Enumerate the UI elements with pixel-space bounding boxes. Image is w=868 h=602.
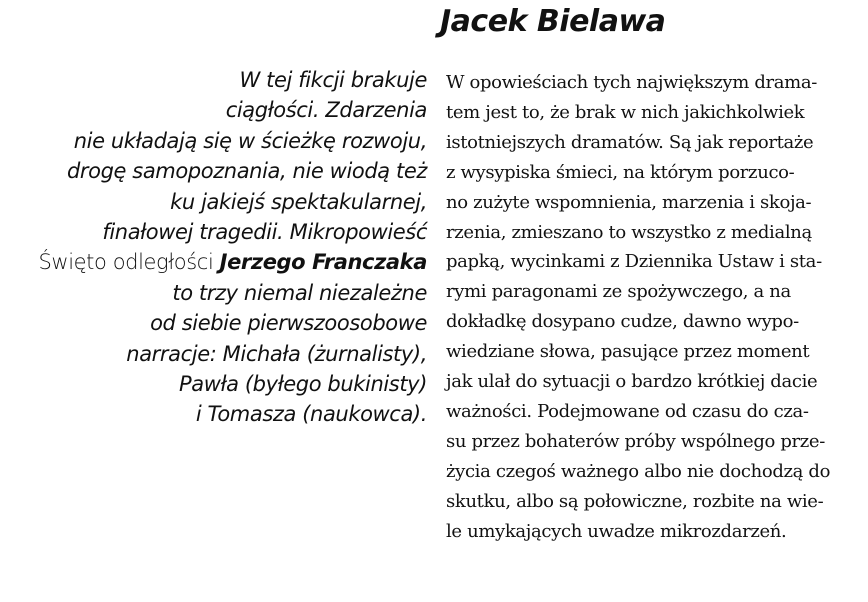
pull-quote-line: od siebie pierwszoosobowe (150, 311, 427, 336)
pull-quote-line: nie układają się w ścieżkę rozwoju, (73, 128, 427, 153)
body-line: dokładkę dosypano cudze, dawno wypo- (446, 311, 799, 333)
pull-quote-line (7, 247, 427, 277)
body-line: wiedziane słowa, pasujące przez moment (446, 341, 810, 363)
body-line: ważności. Podejmowane od czasu do cza- (446, 400, 809, 422)
pull-quote-line: finałowej tragedii. Mikropowieść (102, 220, 427, 245)
body-line: życia czegoś ważnego albo nie dochodzą do (446, 460, 831, 482)
body-line: rymi paragonami ze spożywczego, a na (446, 281, 791, 303)
body-line: su przez bohaterów próby wspólnego prze- (446, 430, 825, 452)
pull-quote-line: to trzy niemal niezależne (172, 280, 427, 305)
body-line: jak ulał do sytuacji o bardzo krótkiej dacie (446, 371, 818, 393)
author-name: Jacek Bielawa (440, 4, 666, 39)
pull-quote-line: ciągłości. Zdarzenia (225, 98, 427, 123)
body-line: skutku, albo są połowiczne, rozbite na wie- (446, 490, 824, 512)
pull-quote-line: narracje: Michała (żurnalisty), (126, 341, 427, 366)
author-reference: Jerzego Franczaka (219, 250, 427, 275)
pull-quote (7, 65, 427, 430)
body-line: tem jest to, że brak w nich jakichkolwiek (446, 101, 805, 123)
pull-quote-line: Pawła (byłego bukinisty) (178, 372, 427, 397)
body-line: z wysypiska śmieci, na którym porzuco- (446, 161, 795, 183)
body-line: no zużyte wspomnienia, marzenia i skoja- (446, 191, 812, 213)
body-paragraph (446, 68, 864, 547)
pull-quote-line: W tej fikcji brakuje (239, 68, 427, 92)
pull-quote-line: i Tomasza (naukowca). (195, 402, 427, 427)
body-line: rzenia, zmieszano to wszystko z medialną (446, 221, 812, 243)
pull-quote-line: drogę samopoznania, nie wiodą też (66, 159, 427, 184)
body-line: istotniejszych dramatów. Są jak reportaże (446, 131, 814, 153)
body-line: le umykających uwadze mikrozdarzeń. (446, 520, 787, 542)
pull-quote-line: ku jakiejś spektakularnej, (170, 189, 427, 214)
body-line: papką, wycinkami z Dziennika Ustaw i sta- (446, 251, 822, 273)
body-line: W opowieściach tych największym drama- (446, 72, 817, 93)
book-title: Święto odległości (38, 250, 214, 275)
